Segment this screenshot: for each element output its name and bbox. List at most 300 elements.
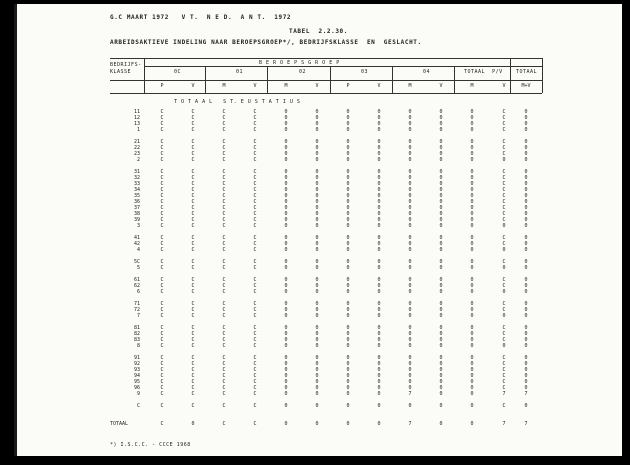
table-cell: C	[191, 199, 195, 205]
table-cell: 0	[408, 289, 412, 295]
table-cell: 0	[439, 157, 443, 163]
table-cell: 0	[524, 337, 528, 343]
row-label: 72	[133, 307, 140, 313]
table-cell: 0	[284, 211, 288, 217]
table-cell: C	[502, 199, 506, 205]
table-cell: 0	[502, 265, 506, 271]
table-cell: 0	[408, 265, 412, 271]
table-cell: 0	[439, 307, 443, 313]
table-cell: 0	[377, 181, 381, 187]
table-cell: 0	[408, 235, 412, 241]
table-cell: C	[191, 127, 195, 133]
row-label: 13	[133, 121, 140, 127]
table-cell: 0	[377, 385, 381, 391]
table-cell: 0	[377, 145, 381, 151]
table-cell: 0	[524, 367, 528, 373]
table-cell: 0	[470, 337, 474, 343]
table-cell: 0	[284, 301, 288, 307]
table-cell: 0	[408, 301, 412, 307]
table-cell: 0	[470, 265, 474, 271]
table-cell: 0	[439, 403, 443, 409]
table-cell: 0	[346, 367, 350, 373]
table-cell: 0	[470, 169, 474, 175]
table-cell: 0	[284, 361, 288, 367]
table-cell: 0	[346, 265, 350, 271]
table-cell: C	[253, 127, 257, 133]
table-cell: 0	[284, 277, 288, 283]
table-cell: C	[160, 307, 164, 313]
table-cell: 0	[470, 127, 474, 133]
row-label: 61	[133, 277, 140, 283]
table-cell: 0	[346, 223, 350, 229]
table-cell: 0	[470, 217, 474, 223]
table-cell: C	[222, 277, 226, 283]
table-cell: 0	[346, 277, 350, 283]
table-cell: 0	[315, 403, 319, 409]
table-cell: C	[160, 373, 164, 379]
table-cell: 0	[439, 121, 443, 127]
table-cell: 0	[439, 361, 443, 367]
table-cell: C	[191, 283, 195, 289]
table-cell: 0	[315, 385, 319, 391]
table-cell: 0	[346, 403, 350, 409]
table-cell: 0	[524, 217, 528, 223]
table-cell: 0	[377, 187, 381, 193]
table-cell: 0	[524, 157, 528, 163]
table-cell: 0	[315, 259, 319, 265]
table-cell: C	[160, 265, 164, 271]
table-cell: C	[222, 385, 226, 391]
table-cell: 0	[408, 223, 412, 229]
table-cell: C	[222, 361, 226, 367]
table-cell: C	[222, 175, 226, 181]
table-cell: 0	[346, 199, 350, 205]
table-cell: C	[191, 307, 195, 313]
table-cell: C	[502, 283, 506, 289]
table-cell: 0	[439, 337, 443, 343]
table-cell: C	[222, 367, 226, 373]
table-cell: C	[160, 355, 164, 361]
table-cell: C	[191, 301, 195, 307]
group-divider	[330, 66, 331, 93]
table-cell: 0	[377, 361, 381, 367]
table-cell: C	[222, 223, 226, 229]
table-cell: C	[502, 403, 506, 409]
table-cell: C	[502, 139, 506, 145]
table-cell: C	[222, 157, 226, 163]
table-cell: C	[253, 373, 257, 379]
table-cell: 0	[315, 343, 319, 349]
table-cell: C	[502, 109, 506, 115]
table-cell: 0	[439, 199, 443, 205]
table-cell: 0	[284, 265, 288, 271]
bedrijfsklasse-label: BEDRIJFS-	[110, 62, 142, 68]
table-cell: 0	[346, 217, 350, 223]
table-cell: 0	[377, 313, 381, 319]
table-cell: C	[191, 217, 195, 223]
row-label: 6	[136, 289, 140, 295]
table-cell: 0	[346, 211, 350, 217]
table-cell: 0	[502, 313, 506, 319]
table-cell: 0	[470, 307, 474, 313]
table-cell: 0	[284, 127, 288, 133]
table-cell: C	[191, 373, 195, 379]
table-cell: 0	[377, 379, 381, 385]
table-cell: 0	[284, 283, 288, 289]
table-cell: 0	[377, 157, 381, 163]
table-cell: 0	[315, 391, 319, 397]
table-cell: 0	[524, 355, 528, 361]
table-cell: C	[191, 235, 195, 241]
table-cell: C	[160, 151, 164, 157]
table-cell: C	[222, 421, 226, 427]
table-cell: 0	[346, 325, 350, 331]
table-cell: C	[502, 355, 506, 361]
table-cell: C	[253, 385, 257, 391]
table-cell: 0	[315, 181, 319, 187]
table-cell: 0	[524, 307, 528, 313]
table-cell: C	[160, 139, 164, 145]
table-cell: 0	[315, 331, 319, 337]
table-cell: C	[191, 391, 195, 397]
table-cell: 0	[524, 205, 528, 211]
table-cell: 0	[408, 313, 412, 319]
table-cell: 0	[377, 343, 381, 349]
table-cell: C	[222, 169, 226, 175]
table-cell: 0	[408, 169, 412, 175]
table-cell: C	[502, 241, 506, 247]
table-cell: 0	[315, 265, 319, 271]
table-cell: 0	[439, 283, 443, 289]
table-cell: 0	[346, 391, 350, 397]
table-cell: C	[502, 175, 506, 181]
table-cell: C	[222, 355, 226, 361]
column-subheader: M+V	[521, 83, 531, 89]
table-cell: 0	[524, 247, 528, 253]
table-cell: 0	[346, 373, 350, 379]
table-cell: 0	[284, 421, 288, 427]
column-subheader: V	[377, 83, 381, 89]
table-cell: 0	[377, 223, 381, 229]
document-page	[14, 4, 622, 456]
table-cell: C	[160, 217, 164, 223]
table-cell: 0	[408, 145, 412, 151]
table-cell: 0	[284, 109, 288, 115]
table-cell: C	[253, 187, 257, 193]
table-cell: 0	[439, 211, 443, 217]
table-cell: 0	[502, 289, 506, 295]
table-cell: C	[191, 367, 195, 373]
table-cell: C	[160, 169, 164, 175]
table-cell: 0	[377, 151, 381, 157]
table-cell: 0	[315, 193, 319, 199]
table-cell: C	[253, 157, 257, 163]
table-cell: 0	[439, 325, 443, 331]
table-cell: 0	[524, 265, 528, 271]
table-cell: 0	[284, 343, 288, 349]
table-cell: C	[191, 259, 195, 265]
table-cell: C	[191, 139, 195, 145]
table-cell: 0	[470, 109, 474, 115]
table-cell: C	[160, 223, 164, 229]
table-cell: 0	[408, 205, 412, 211]
table-cell: 0	[470, 325, 474, 331]
table-cell: C	[222, 187, 226, 193]
column-subheader: V	[315, 83, 319, 89]
table-cell: 0	[284, 289, 288, 295]
table-cell: C	[222, 109, 226, 115]
table-cell: 0	[470, 385, 474, 391]
table-cell: C	[253, 199, 257, 205]
table-cell: 0	[315, 355, 319, 361]
section-title: T O T A A L S T. E U S T A T I U S	[174, 99, 301, 105]
table-cell: 0	[470, 151, 474, 157]
table-cell: 0	[346, 115, 350, 121]
table-cell: 0	[346, 379, 350, 385]
table-cell: C	[253, 403, 257, 409]
table-cell: C	[191, 151, 195, 157]
table-cell: C	[191, 247, 195, 253]
table-cell: 0	[470, 331, 474, 337]
table-cell: C	[160, 259, 164, 265]
table-cell: 0	[524, 169, 528, 175]
table-cell: C	[191, 337, 195, 343]
table-cell: C	[160, 313, 164, 319]
table-cell: 0	[315, 205, 319, 211]
table-cell: 0	[408, 211, 412, 217]
column-subheader: P	[160, 83, 164, 89]
row-label: 11	[133, 109, 140, 115]
table-cell: C	[191, 109, 195, 115]
table-cell: C	[253, 241, 257, 247]
table-cell: 0	[346, 343, 350, 349]
column-subheader: M	[284, 83, 288, 89]
table-cell: 0	[315, 127, 319, 133]
table-cell: C	[502, 259, 506, 265]
table-cell: 0	[377, 235, 381, 241]
table-cell: 0	[470, 211, 474, 217]
table-cell: 0	[470, 115, 474, 121]
table-cell: C	[253, 259, 257, 265]
table-cell: 0	[377, 193, 381, 199]
table-cell: 0	[470, 301, 474, 307]
table-cell: C	[253, 301, 257, 307]
table-cell: 0	[346, 205, 350, 211]
table-cell: 0	[284, 307, 288, 313]
table-cell: 0	[439, 181, 443, 187]
table-cell: 0	[439, 145, 443, 151]
table-cell: 0	[315, 283, 319, 289]
table-cell: C	[222, 151, 226, 157]
table-cell: C	[222, 217, 226, 223]
table-cell: 0	[524, 283, 528, 289]
table-cell: 0	[408, 403, 412, 409]
table-cell: 0	[284, 373, 288, 379]
group-header: 02	[299, 69, 307, 75]
table-cell: C	[253, 211, 257, 217]
table-cell: 0	[524, 313, 528, 319]
table-cell: 0	[439, 331, 443, 337]
table-cell: C	[222, 235, 226, 241]
table-cell: 0	[377, 403, 381, 409]
table-cell: 0	[439, 421, 443, 427]
table-cell: 0	[408, 337, 412, 343]
table-cell: 0	[439, 259, 443, 265]
table-cell: C	[222, 379, 226, 385]
table-cell: 0	[315, 421, 319, 427]
table-cell: 0	[408, 247, 412, 253]
table-cell: 0	[377, 391, 381, 397]
table-cell: 0	[439, 241, 443, 247]
table-cell: 0	[470, 355, 474, 361]
table-cell: 0	[524, 277, 528, 283]
row-label: 34	[133, 187, 140, 193]
row-label: 83	[133, 337, 140, 343]
table-cell: 0	[524, 325, 528, 331]
table-cell: C	[253, 145, 257, 151]
table-cell: C	[222, 259, 226, 265]
table-cell: 0	[346, 121, 350, 127]
table-cell: 0	[439, 175, 443, 181]
table-cell: C	[160, 157, 164, 163]
row-label: 4	[136, 247, 140, 253]
row-label: 8	[136, 343, 140, 349]
table-cell: 0	[524, 145, 528, 151]
table-cell: C	[502, 307, 506, 313]
table-cell: 0	[524, 193, 528, 199]
table-cell: C	[222, 247, 226, 253]
table-cell: C	[160, 211, 164, 217]
column-subheader: V	[439, 83, 443, 89]
table-subtitle: ARBEIDSAKTIEVE INDELING NAAR BEROEPSGROEP*/, BEDRIJFSKLASSE EN GESLACHT.	[110, 39, 422, 46]
table-cell: 0	[284, 139, 288, 145]
table-cell: C	[502, 169, 506, 175]
table-cell: 0	[408, 307, 412, 313]
table-cell: 0	[524, 223, 528, 229]
table-cell: C	[253, 337, 257, 343]
table-cell: 0	[439, 355, 443, 361]
table-cell: 0	[408, 193, 412, 199]
row-label: 82	[133, 331, 140, 337]
table-cell: 0	[346, 289, 350, 295]
row-label: 7	[136, 313, 140, 319]
table-cell: 0	[346, 355, 350, 361]
table-cell: 0	[470, 121, 474, 127]
column-subheader: M	[470, 83, 474, 89]
table-cell: C	[191, 115, 195, 121]
table-cell: 0	[470, 175, 474, 181]
table-cell: 0	[502, 343, 506, 349]
table-cell: C	[502, 181, 506, 187]
table-cell: 0	[377, 289, 381, 295]
bedrijfsklasse-label: KLASSE	[110, 69, 132, 75]
table-cell: 0	[284, 235, 288, 241]
table-cell: C	[502, 373, 506, 379]
table-cell: 0	[408, 199, 412, 205]
table-cell: 0	[439, 289, 443, 295]
table-cell: C	[222, 403, 226, 409]
table-cell: 0	[408, 385, 412, 391]
table-cell: 0	[315, 247, 319, 253]
table-cell: 0	[408, 373, 412, 379]
row-label: 32	[133, 175, 140, 181]
table-cell: C	[222, 115, 226, 121]
table-cell: C	[502, 127, 506, 133]
table-cell: C	[222, 199, 226, 205]
row-label: 95	[133, 379, 140, 385]
table-cell: 0	[470, 157, 474, 163]
table-cell: C	[502, 277, 506, 283]
table-cell: C	[253, 151, 257, 157]
table-cell: 0	[284, 199, 288, 205]
table-cell: 0	[408, 127, 412, 133]
table-cell: C	[222, 265, 226, 271]
table-cell: C	[502, 337, 506, 343]
table-cell: C	[253, 283, 257, 289]
table-cell: C	[191, 169, 195, 175]
table-cell: 0	[315, 175, 319, 181]
table-cell: 0	[284, 121, 288, 127]
table-cell: 0	[377, 259, 381, 265]
totaal-pv-header: TOTAAL P/V	[464, 69, 503, 75]
table-cell: 0	[439, 391, 443, 397]
table-cell: 0	[408, 217, 412, 223]
table-cell: 0	[315, 115, 319, 121]
label-col-rule	[144, 58, 145, 93]
table-cell: 0	[315, 211, 319, 217]
table-cell: 0	[377, 277, 381, 283]
table-cell: 7	[408, 391, 412, 397]
table-cell: C	[160, 199, 164, 205]
table-cell: C	[160, 121, 164, 127]
table-cell: 7	[502, 391, 506, 397]
table-cell: 0	[439, 139, 443, 145]
table-cell: 0	[524, 139, 528, 145]
table-cell: 7	[502, 421, 506, 427]
table-cell: 0	[284, 367, 288, 373]
table-cell: 0	[408, 355, 412, 361]
table-cell: 0	[346, 109, 350, 115]
table-cell: C	[253, 121, 257, 127]
table-cell: 0	[524, 259, 528, 265]
table-cell: 0	[284, 379, 288, 385]
table-cell: 0	[439, 223, 443, 229]
table-cell: 0	[284, 193, 288, 199]
table-cell: 0	[408, 139, 412, 145]
row-label: 92	[133, 361, 140, 367]
column-subheader: P	[346, 83, 350, 89]
table-cell: C	[222, 301, 226, 307]
table-cell: C	[160, 361, 164, 367]
table-cell: C	[502, 379, 506, 385]
table-cell: C	[253, 235, 257, 241]
table-cell: 0	[524, 187, 528, 193]
row-label: 36	[133, 199, 140, 205]
table-cell: 0	[524, 331, 528, 337]
table-cell: C	[222, 307, 226, 313]
table-cell: C	[502, 217, 506, 223]
table-cell: C	[160, 181, 164, 187]
table-cell: 0	[408, 283, 412, 289]
table-cell: C	[502, 187, 506, 193]
table-cell: C	[160, 235, 164, 241]
table-cell: 0	[346, 181, 350, 187]
table-cell: C	[160, 337, 164, 343]
table-cell: 0	[284, 391, 288, 397]
footnote: *) I.S.C.C. - CCCE 1968	[110, 442, 191, 448]
table-cell: 0	[315, 139, 319, 145]
table-cell: C	[502, 235, 506, 241]
